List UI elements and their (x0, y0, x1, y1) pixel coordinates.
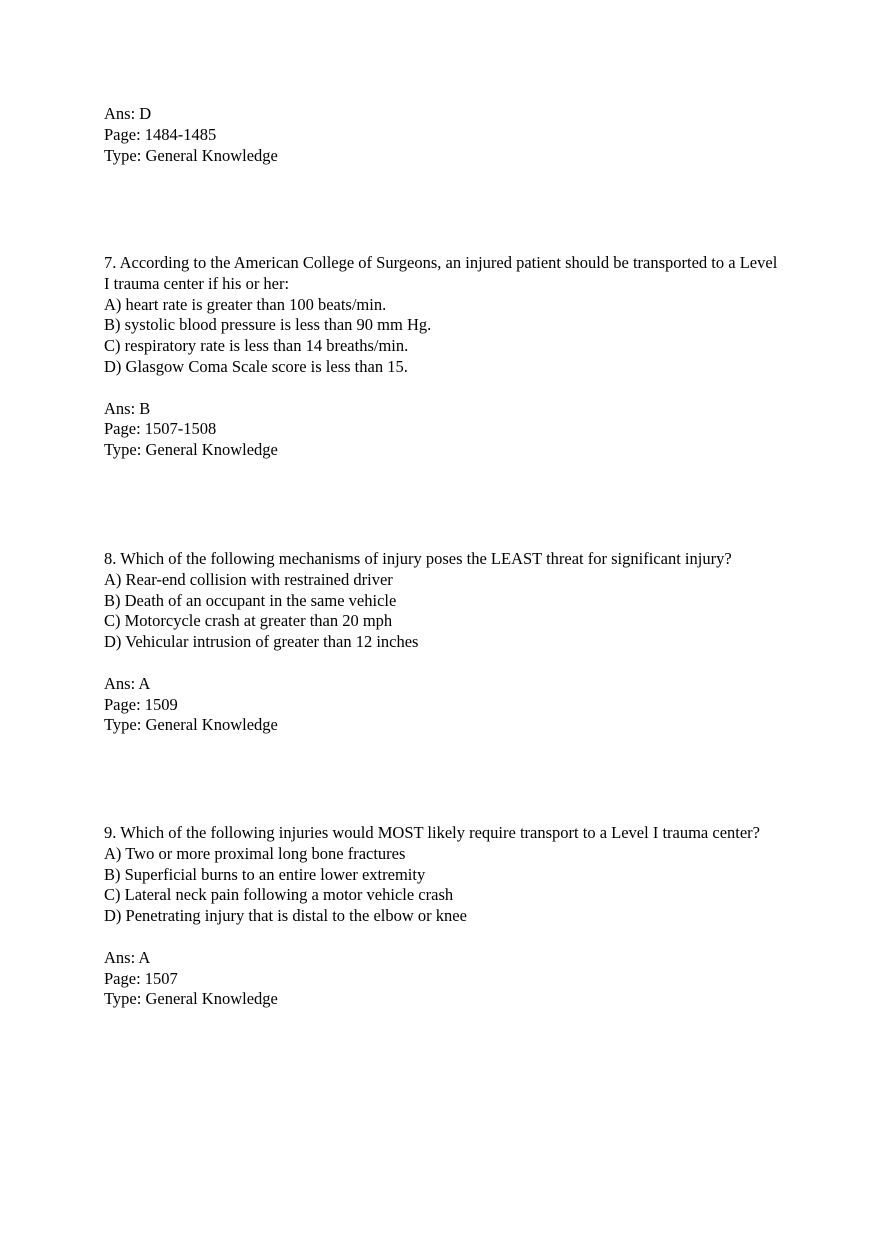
answer-line: Ans: D (104, 104, 152, 123)
question-stem: 9. Which of the following injuries would MOST likely require transport to a Level I trauma center? (104, 823, 761, 842)
option-b: B) Superficial burns to an entire lower extremity (104, 864, 426, 884)
option-b: B) systolic blood pressure is less than 90 mm Hg. (104, 315, 432, 335)
question-8 (104, 549, 784, 736)
option-d: D) Glasgow Coma Scale score is less than 15. (104, 356, 408, 376)
page-line: Page: 1509 (104, 694, 178, 714)
question-7 (104, 253, 784, 461)
option-c: C) Lateral neck pain following a motor vehicle crash (104, 885, 454, 905)
answer-line: Ans: B (104, 398, 151, 418)
type-line: Type: General Knowledge (104, 145, 278, 165)
page-line: Page: 1484-1485 (104, 124, 217, 144)
option-c: C) respiratory rate is less than 14 breaths/min. (104, 336, 409, 356)
option-b: B) Death of an occupant in the same vehicle (104, 590, 397, 610)
option-d: D) Penetrating injury that is distal to the elbow or knee (104, 906, 467, 926)
prev-answer-block (104, 104, 784, 166)
option-a: A) heart rate is greater than 100 beats/min. (104, 294, 387, 314)
option-a: A) Two or more proximal long bone fractures (104, 843, 406, 863)
page-line: Page: 1507-1508 (104, 419, 217, 439)
answer-line: Ans: A (104, 673, 151, 693)
question-9 (104, 823, 784, 1010)
question-stem: 8. Which of the following mechanisms of injury poses the LEAST threat for significant injury? (104, 549, 732, 568)
option-c: C) Motorcycle crash at greater than 20 mph (104, 611, 393, 631)
question-stem: 7. According to the American College of Surgeons, an injured patient should be transported to a Level I trauma center if his or her: (104, 253, 778, 293)
type-line: Type: General Knowledge (104, 989, 278, 1009)
option-a: A) Rear-end collision with restrained driver (104, 569, 393, 589)
type-line: Type: General Knowledge (104, 715, 278, 735)
option-d: D) Vehicular intrusion of greater than 12 inches (104, 632, 419, 652)
type-line: Type: General Knowledge (104, 440, 278, 460)
page-line: Page: 1507 (104, 968, 178, 988)
answer-line: Ans: A (104, 947, 151, 967)
